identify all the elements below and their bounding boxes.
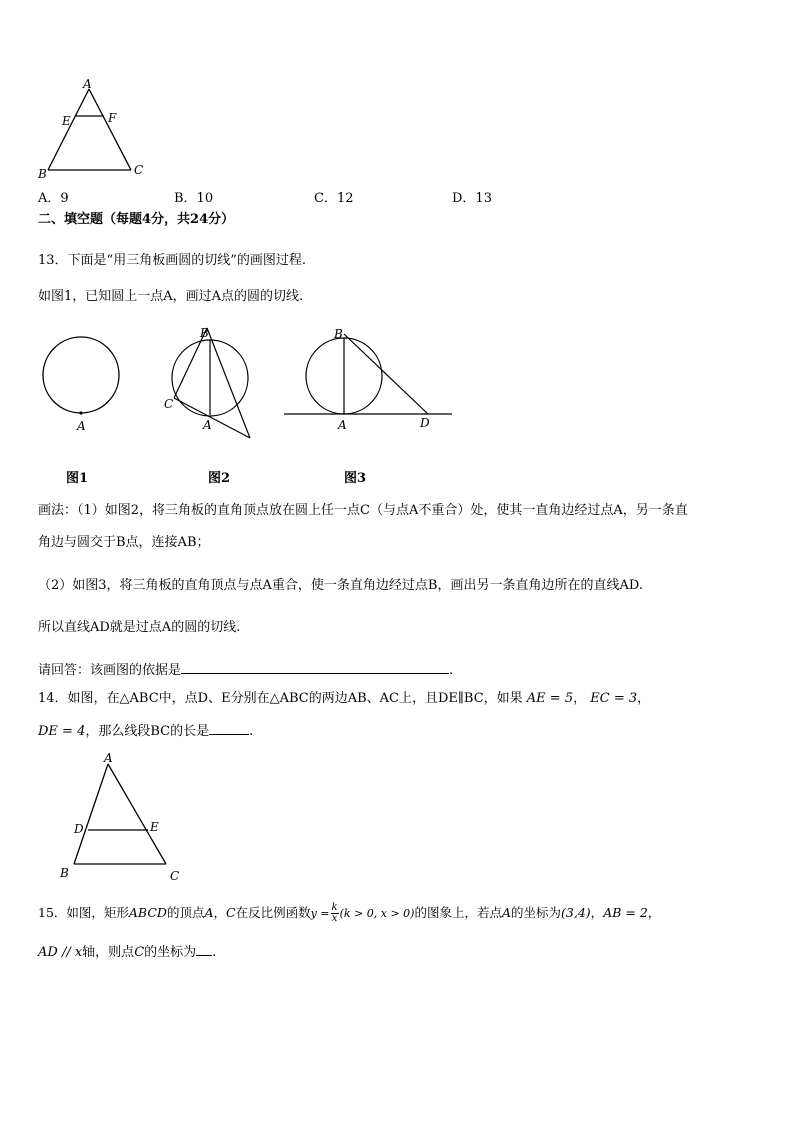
label-E: E (62, 114, 71, 128)
label-A: A (203, 418, 212, 432)
q13-conclusion: 所以直线AD就是过点A的圆的切线. (38, 620, 241, 635)
q15-line1: 15．如图，矩形ABCD的顶点A，C在反比例函数y = $\frac{k}{x}$ (k > 0, x > 0)的图象上，若点A的坐标为(3,4)，AB = 2， (38, 902, 661, 924)
q13-step2: （2）如图3，将三角板的直角顶点与点A重合，使一条直角边经过点B，画出另一条直角边所在的直线AD. (38, 578, 643, 593)
label-E: E (150, 820, 159, 834)
q14-ae: AE = 5 (526, 691, 574, 706)
label-B: B (38, 167, 47, 180)
q14-de: DE = 4 (38, 724, 86, 739)
label-C: C (164, 397, 174, 411)
q15-line2: AD // x轴，则点C的坐标为 . (38, 942, 216, 962)
fig1-caption: 图1 (66, 471, 89, 486)
q13-intro: 13．下面是“用三角板画圆的切线”的画图过程. (38, 253, 306, 268)
circle-figure-2 (160, 322, 260, 442)
choice-c: C．12 (314, 191, 354, 206)
label-F: F (108, 111, 117, 125)
label-B: B (334, 327, 343, 341)
label-A: A (83, 77, 92, 91)
triangle-figure-q14 (56, 748, 186, 884)
label-C: C (134, 163, 144, 177)
q14-line1: 14．如图，在△ABC中，点D、E分别在△ABC的两边AB、AC上，且DE∥BC，如果 AE = 5， EC = 3， (38, 691, 651, 706)
label-D: D (420, 416, 430, 430)
answer-blank-q14[interactable] (209, 721, 249, 735)
q14-ec: EC = 3 (590, 691, 638, 706)
triangle-figure-q12 (36, 76, 148, 180)
q13-step1-line2: 角边与圆交于B点，连接AB； (38, 535, 210, 550)
label-C: C (170, 869, 180, 883)
section-title: 二、填空题（每题4分，共24分） (38, 212, 235, 227)
q13-question: 请回答：该画图的依据是 . (38, 660, 453, 680)
fig2-caption: 图2 (208, 471, 231, 486)
circle-figure-3 (282, 322, 454, 434)
label-A: A (338, 418, 347, 432)
label-A: A (104, 751, 113, 765)
fraction-k-over-x: $\frac{k}{x}$ (331, 902, 338, 924)
answer-blank-q13[interactable] (181, 660, 449, 674)
q13-step1-line1: 画法：（1）如图2，将三角板的直角顶点放在圆上任一点C（与点A不重合）处，使其一直角边经过点A，另一条直 (38, 503, 688, 518)
q13-question-prefix: 请回答：该画图的依据是 (38, 663, 182, 678)
label-A: A (77, 419, 86, 433)
label-D: D (74, 822, 84, 836)
q14-line2: DE = 4，那么线段BC的长是 . (38, 721, 253, 741)
answer-blank-q15[interactable] (196, 942, 212, 956)
circle-figure-1 (36, 334, 128, 438)
label-B: B (60, 866, 69, 880)
choice-b: B．10 (174, 191, 214, 206)
choice-d: D．13 (452, 191, 492, 206)
choice-a: A．9 (38, 191, 69, 206)
fig3-caption: 图3 (344, 471, 367, 486)
label-B: B (200, 326, 209, 340)
q13-given: 如图1，已知圆上一点A，画过A点的圆的切线. (38, 289, 304, 304)
